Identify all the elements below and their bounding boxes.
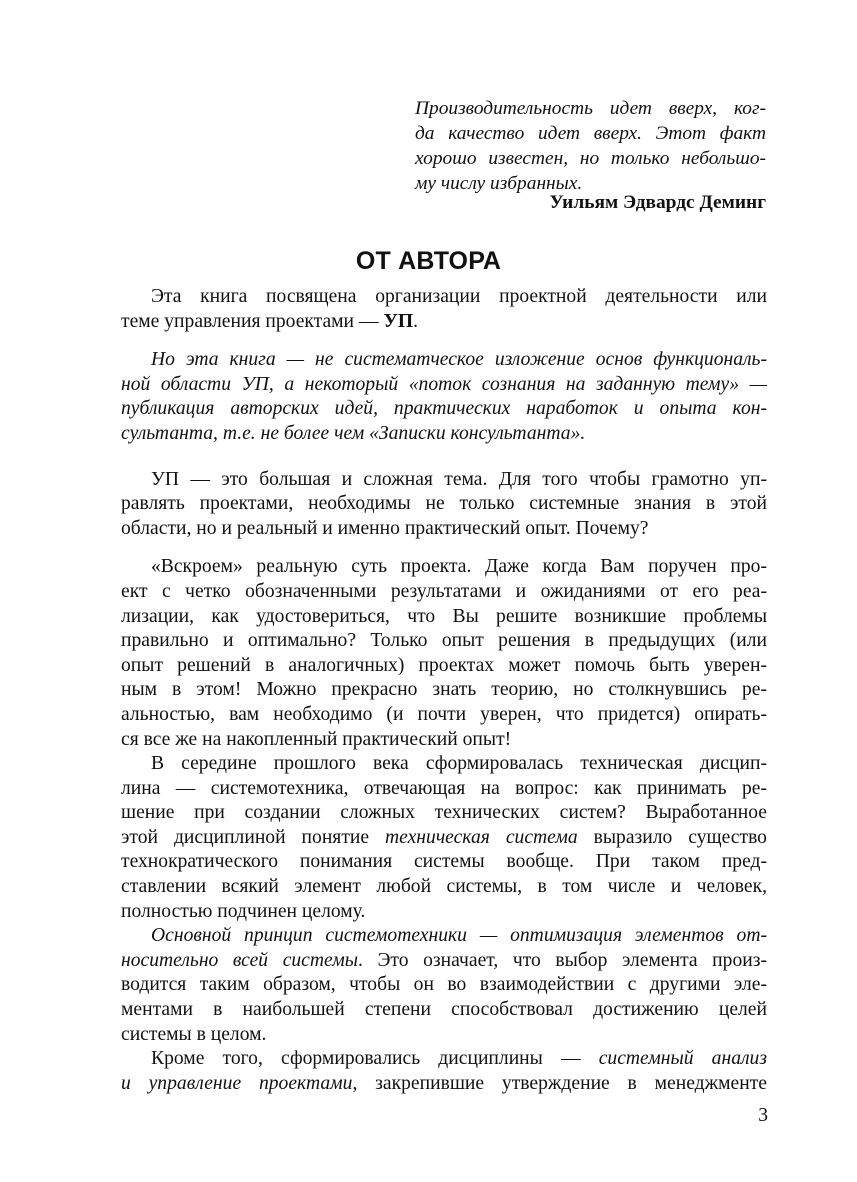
text-line: ментами в наибольшей степени способствовал достижению целей [121,999,767,1021]
epigraph-line: му числу избранных. [415,173,583,194]
text-line: системы в целом. [121,1023,267,1045]
text-line: «Вскроем» реальную суть проекта. Даже когда Вам поручен про- [151,556,767,578]
text-run: . Это означает, что выбор элемента произ- [358,949,767,971]
text-run: Кроме того, сформировались дисциплины — [151,1048,599,1070]
text-line: В середине прошлого века сформировалась техническая дисцип- [151,753,767,775]
epigraph-line: да качество идет вверх. Этот факт [415,123,766,144]
paragraph-disciplines [121,1047,767,1096]
text-run-italic: системный анализ [598,1048,767,1070]
epigraph-quote [415,96,766,196]
body-text [121,285,767,1096]
text-run: . [413,310,418,332]
text-line [121,310,767,335]
paragraph-spacer [121,334,767,348]
text-line: ект с четко обозначенными результатами и ожиданиями от его реа- [121,580,767,602]
text-run-bold: УП [383,310,414,332]
page-number: 3 [758,1105,768,1126]
paragraph-principle [121,924,767,1047]
text-line: опыт решений в аналогичных) проектах может помочь быть уверен- [121,654,767,676]
text-line [121,1072,767,1097]
text-line: альностью, вам необходимо (и почти уверен, что придется) опирать- [121,703,767,725]
text-line: области, но и реальный и именно практический опыт. Почему? [121,517,649,539]
text-line: равлять проектами, необходимы не только системные знания в этой [121,493,767,515]
text-line: ся все же на накопленный практический опыт! [121,728,512,750]
text-run: теме управления проектами — [121,310,384,332]
paragraph-topic [121,468,767,542]
text-line: ставлении всякий элемент любой системы, в том числе и человек, [121,876,767,898]
epigraph-line: хорошо известен, но только небольшо- [415,148,766,169]
text-run-italic: носительно всей системы [121,949,359,971]
text-line: Основной принцип системотехники — оптимизация элементов от- [151,925,767,947]
text-line: лина — системотехника, отвечающая на вопрос: как принимать ре- [121,777,767,799]
text-run: выразило существо [577,826,767,848]
text-run: этой дисциплиной понятие [121,826,386,848]
paragraph-systems-engineering [121,752,767,924]
text-line: полностью подчинен целому. [121,900,366,922]
text-line: Эта книга посвящена организации проектной деятельности или [151,286,767,307]
text-line: публикация авторских идей, практических наработок и опыта кон- [121,398,767,420]
text-line: УП — это большая и сложная тема. Для того чтобы грамотно уп- [151,468,767,490]
text-line: Но эта книга — не систематческое изложение основ функциональ- [151,349,767,371]
text-line: шение при создании сложных технических систем? Выработанное [121,802,767,824]
text-run: , закрепившие утверждение в менеджменте [352,1072,767,1094]
text-run-italic: и управление проектами [121,1072,353,1094]
text-line: правильно и оптимально? Только опыт решения в предыдущих (или [121,630,767,652]
text-line [121,1047,767,1072]
text-line [121,826,767,851]
epigraph-line: Производительность идет вверх, ког- [415,98,766,119]
paragraph-intro [121,285,767,334]
text-line: технократического понимания системы вообще. При таком пред- [121,851,767,873]
text-run-italic: техническая система [385,826,578,848]
paragraph-spacer [121,541,767,555]
paragraph-spacer [121,447,767,468]
page-title: ОТ АВТОРА [355,247,502,275]
text-line: лизации, как удостовериться, что Вы решите возникшие проблемы [121,605,767,627]
paragraph-project-essence [121,555,767,752]
text-line: сультанта, т.е. не более чем «Записки консультанта». [121,422,586,444]
text-line: ным в этом! Можно прекрасно знать теорию, но столкнувшись ре- [121,679,767,701]
paragraph-italic-note [121,348,767,446]
text-line: водится таким образом, чтобы он во взаимодействии с другими эле- [121,974,767,996]
text-line: ной области УП, а некоторый «поток сознания на заданную тему» — [121,373,767,395]
epigraph-author: Уильям Эдвардс Деминг [549,192,766,213]
text-line [121,949,767,974]
